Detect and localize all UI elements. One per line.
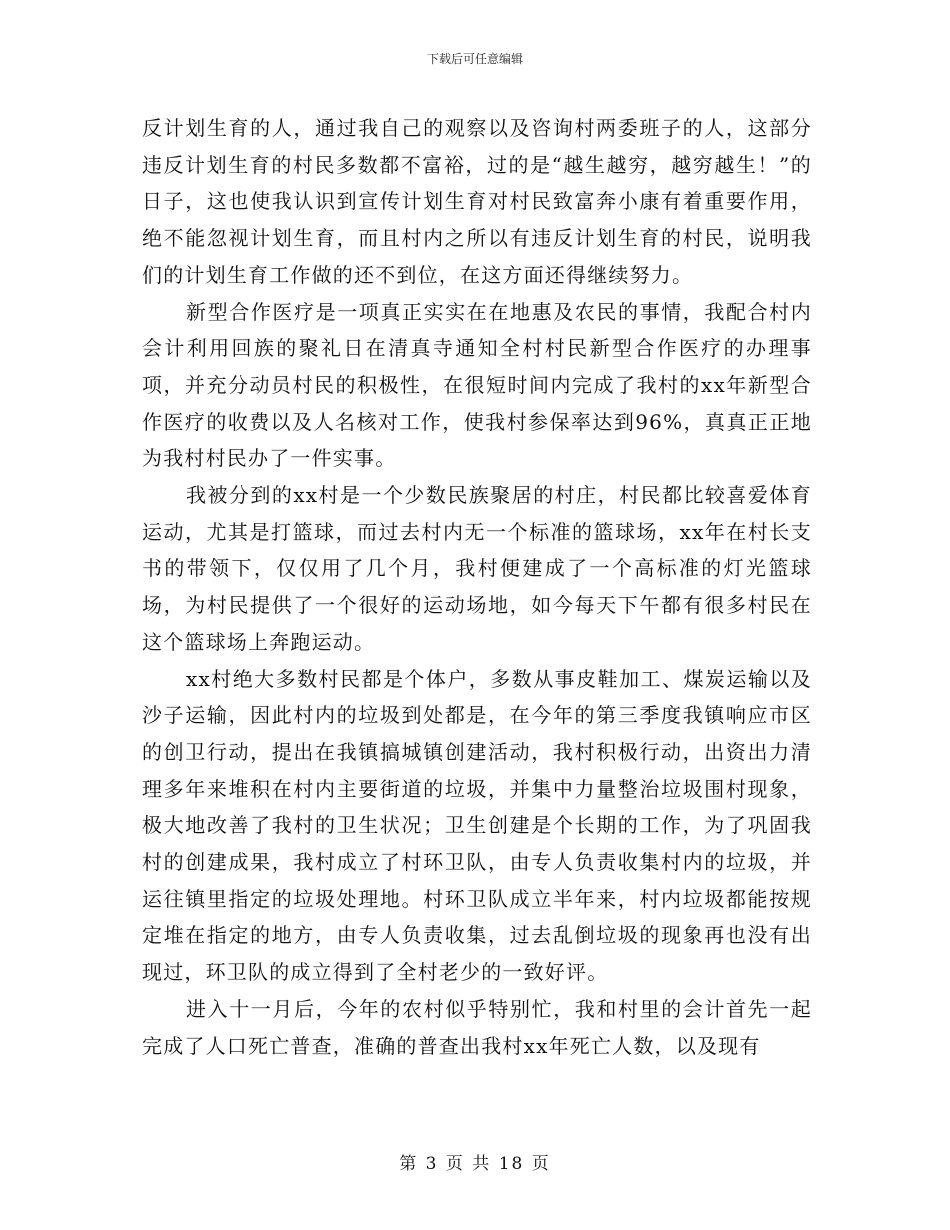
paragraph-1: 反计划生育的人，通过我自己的观察以及咨询村两委班子的人，这部分违反计划生育的村民多数都不富裕，过的是“越生越穷，越穷越生！”的日子，这也使我认识到宣传计划生育对村民致富奔小康有着重要作用，绝不能忽视计划生育，而且村内之所以有违反计划生育的村民，说明我们的计划生育工作做的还不到位，在这方面还得继续努力。 (142, 116, 812, 287)
document-body (142, 110, 812, 1064)
page-header: 下载后可任意编辑 (426, 52, 523, 66)
page-footer: 第 3 页 共 18 页 (399, 1154, 551, 1174)
paragraph-4: xx村绝大多数村民都是个体户，多数从事皮鞋加工、煤炭运输以及沙子运输，因此村内的垃圾到处都是，在今年的第三季度我镇响应市区的创卫行动，提出在我镇搞城镇创建活动，我村积极行动，出资出力清理多年来堆积在村内主要街道的垃圾，并集中力量整治垃圾围村现象，极大地改善了我村的卫生状况；卫生创建是个长期的工作，为了巩固我村的创建成果，我村成立了村环卫队，由专人负责收集村内的垃圾，并运往镇里指定的垃圾处理地。村环卫队成立半年来，村内垃圾都能按规定堆在指定的地方，由专人负责收集，过去乱倒垃圾的现象再也没有出现过，环卫队的成立得到了全村老少的一致好评。 (142, 666, 812, 985)
paragraph-5: 进入十一月后，今年的农村似乎特别忙，我和村里的会计首先一起完成了人口死亡普查，准确的普查出我村xx年死亡人数，以及现有 (142, 996, 812, 1058)
paragraph-2: 新型合作医疗是一项真正实实在在地惠及农民的事情，我配合村内会计利用回族的聚礼日在清真寺通知全村村民新型合作医疗的办理事项，并充分动员村民的积极性，在很短时间内完成了我村的xx年新型合作医疗的收费以及人名核对工作，使我村参保率达到96%，真真正正地为我村村民办了一件实事。 (142, 299, 812, 471)
paragraph-3: 我被分到的xx村是一个少数民族聚居的村庄，村民都比较喜爱体育运动，尤其是打篮球，而过去村内无一个标准的篮球场，xx年在村长支书的带领下，仅仅用了几个月，我村便建成了一个高标准的灯光篮球场，为村民提供了一个很好的运动场地，如今每天下午都有很多村民在这个篮球场上奔跑运动。 (142, 483, 812, 654)
